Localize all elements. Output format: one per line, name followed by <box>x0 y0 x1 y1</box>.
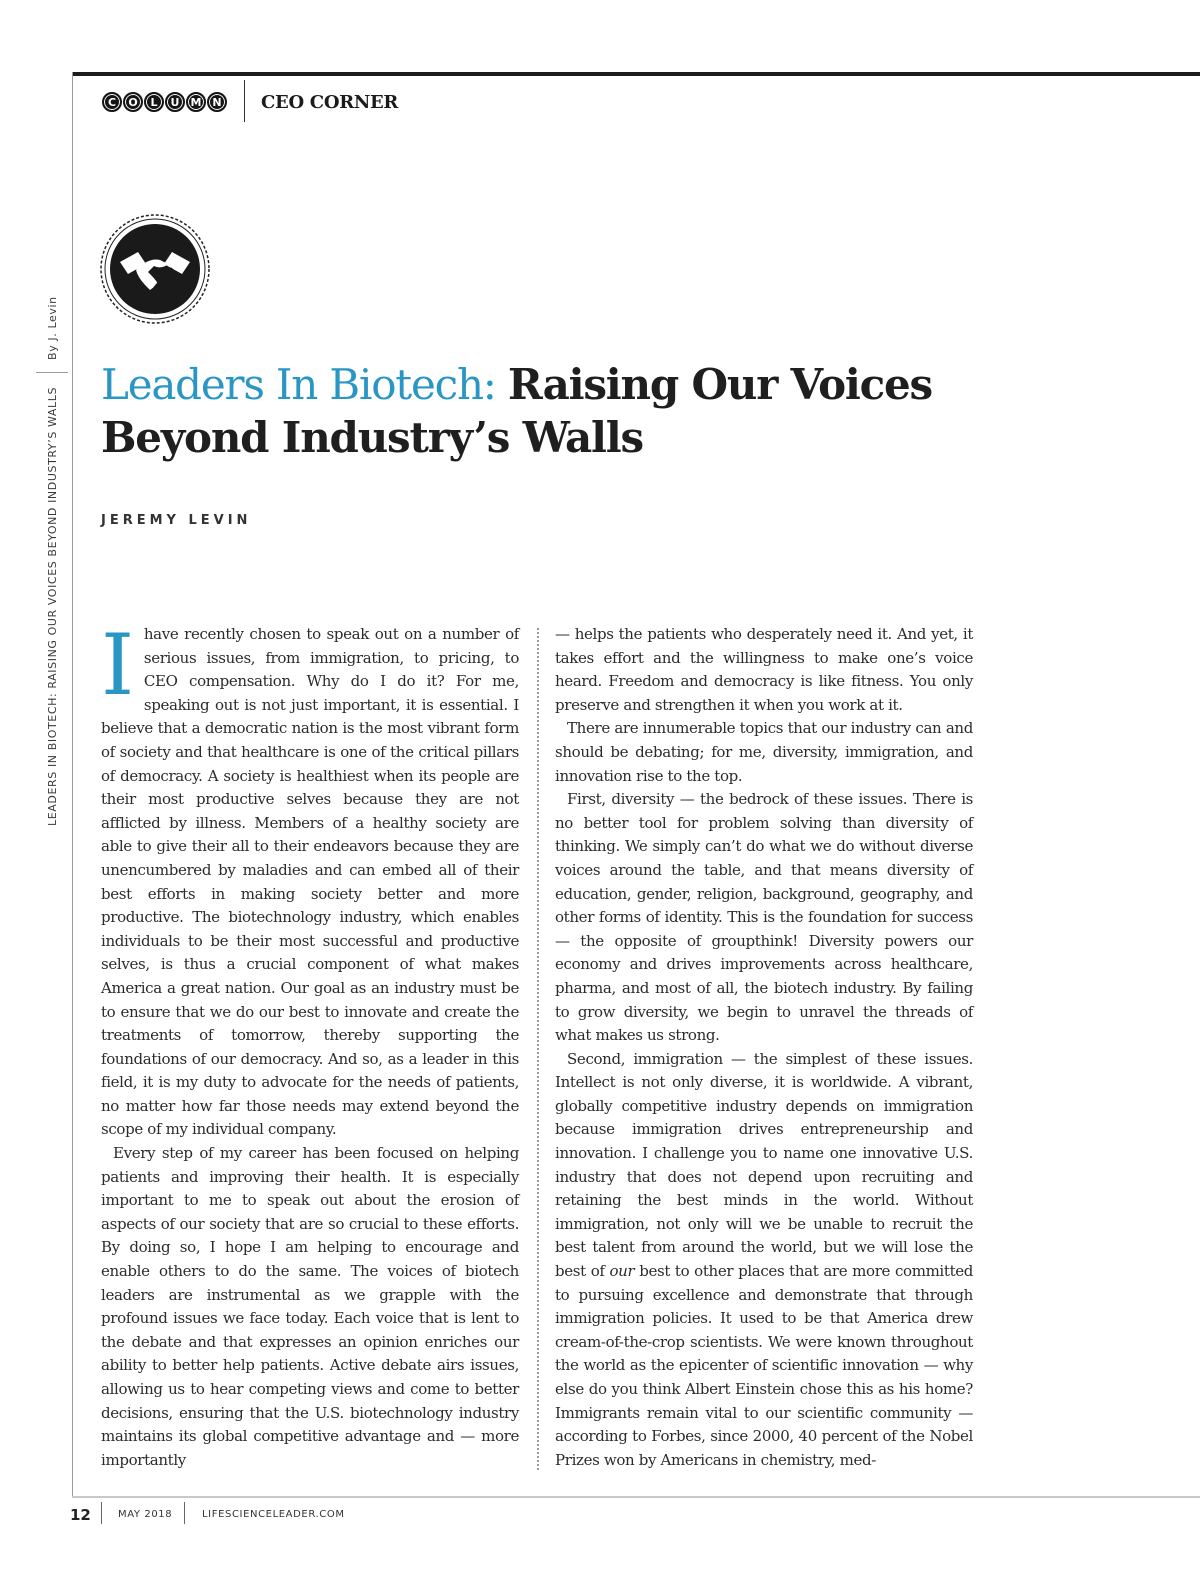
headline-rest: Raising Our Voices Beyond Industry’s Walls <box>101 360 932 462</box>
paragraph-text: best to other places that are more committed to pursuing excellence and demonstrate that through immigration policies. It used to be that America drew cream-of-the-crop scientists. We were known throughout the world as the epicenter of scientific innovation — why else do you think Albert Einstein chose this as his home? Immigrants remain vital to our scientific community — according to Forbes, since 2000, 40 percent of the Nobel Prizes won by Americans in chemistry, med- <box>555 1262 974 1469</box>
paragraph: Every step of my career has been focused on helping patients and improving their health. It is especially important to me to speak out about the erosion of aspects of our society that are so crucial to these efforts. By doing so, I hope I am helping to encourage and enable others to do the same. The voices of biotech leaders are instrumental as we grapple with the profound issues we face today. Each voice that is lent to the debate and that expresses an opinion enriches our ability to better help patients. Active debate airs issues, allowing us to hear competing views and come to better decisions, ensuring that the U.S. biotechnology industry maintains its global competitive advantage and — more importantly <box>101 1144 519 1469</box>
bottom-rule <box>72 1496 1200 1498</box>
header-divider <box>244 80 245 122</box>
emphasis-text: our <box>609 1262 635 1281</box>
paragraph: There are innumerable topics that our industry can and should be debating; for me, diversity, immigration, and innovation rise to the top. <box>555 719 973 785</box>
column-badge <box>102 92 227 112</box>
side-byline: By J. Levin <box>45 296 59 360</box>
footer-separator <box>101 1502 102 1524</box>
side-separator <box>36 372 68 373</box>
issue-date: MAY 2018 <box>118 1509 173 1520</box>
headline-lead: Leaders In Biotech: <box>101 360 496 409</box>
section-title: CEO CORNER <box>261 92 399 113</box>
footer-separator <box>184 1502 185 1524</box>
article-headline <box>101 358 1001 464</box>
badge-letter: C <box>102 92 122 112</box>
paragraph <box>101 616 519 1142</box>
paragraph-text: have recently chosen to speak out on a number of serious issues, from immigration, to pricing, to CEO compensation. Why do I do it? For me, speaking out is not just important, it is essential. I believe that a democratic nation is the most vibrant form of society and that healthcare is one of the critical pillars of democracy. A society is healthiest when its people are their most productive selves because they are not afflicted by illness. Members of a healthy society are able to give their all to their endeavors because they are unencumbered by maladies and can embed all of their best efforts in making society better and more productive. The biotechnology industry, which enables individuals to be their most successful and productive selves, is thus a crucial component of what makes America a great nation. Our goal as an industry must be to ensure that we do our best to innovate and create the treatments of tomorrow, thereby supporting the foundations of our democracy. And so, as a leader in this field, it is my duty to advocate for the needs of patients, no matter how far those needs may extend beyond the scope of my individual company. <box>101 625 519 1139</box>
column-divider <box>537 628 539 1470</box>
left-margin-rule <box>72 72 73 1497</box>
paragraph: — helps the patients who desperately need it. And yet, it takes effort and the willingness to make one’s voice heard. Freedom and democracy is like fitness. You only preserve and strengthen it when you work at it. <box>555 625 973 714</box>
badge-letter: N <box>207 92 227 112</box>
badge-letter: L <box>144 92 164 112</box>
paragraph: First, diversity — the bedrock of these issues. There is no better tool for problem solving than diversity of thinking. We simply can’t do what we do without diverse voices around the table, and that means diversity of education, gender, religion, background, geography, and other forms of identity. This is the foundation for success — the opposite of groupthink! Diversity powers our economy and drives improvements across healthcare, pharma, and most of all, the biotech industry. By failing to grow diversity, we begin to unravel the threads of what makes us strong. <box>555 790 973 1045</box>
body-column-left <box>101 616 519 1472</box>
author-name: JEREMY LEVIN <box>101 513 252 528</box>
handshake-icon <box>98 212 212 326</box>
side-kicker: LEADERS IN BIOTECH: RAISING OUR VOICES BEYOND INDUSTRY’S WALLS <box>45 386 59 826</box>
website-url: LIFESCIENCELEADER.COM <box>202 1509 345 1520</box>
top-rule <box>72 72 1200 76</box>
page-number: 12 <box>70 1506 91 1524</box>
badge-letter: M <box>186 92 206 112</box>
badge-letter: O <box>123 92 143 112</box>
body-column-right <box>555 623 973 1472</box>
paragraph <box>555 1048 973 1473</box>
badge-letter: U <box>165 92 185 112</box>
drop-cap: I <box>101 616 134 714</box>
vertical-running-head <box>36 280 68 840</box>
page-footer <box>0 1502 1200 1530</box>
paragraph-text: Second, immigration — the simplest of these issues. Intellect is not only diverse, it is worldwide. A vibrant, globally competitive industry depends on immigration because immigration drives entrepreneurship and innovation. I challenge you to name one innovative U.S. industry that does not depend upon recruiting and retaining the best minds in the world. Without immigration, not only will we be unable to recruit the best talent from around the world, but we will lose the best of <box>555 1049 973 1281</box>
